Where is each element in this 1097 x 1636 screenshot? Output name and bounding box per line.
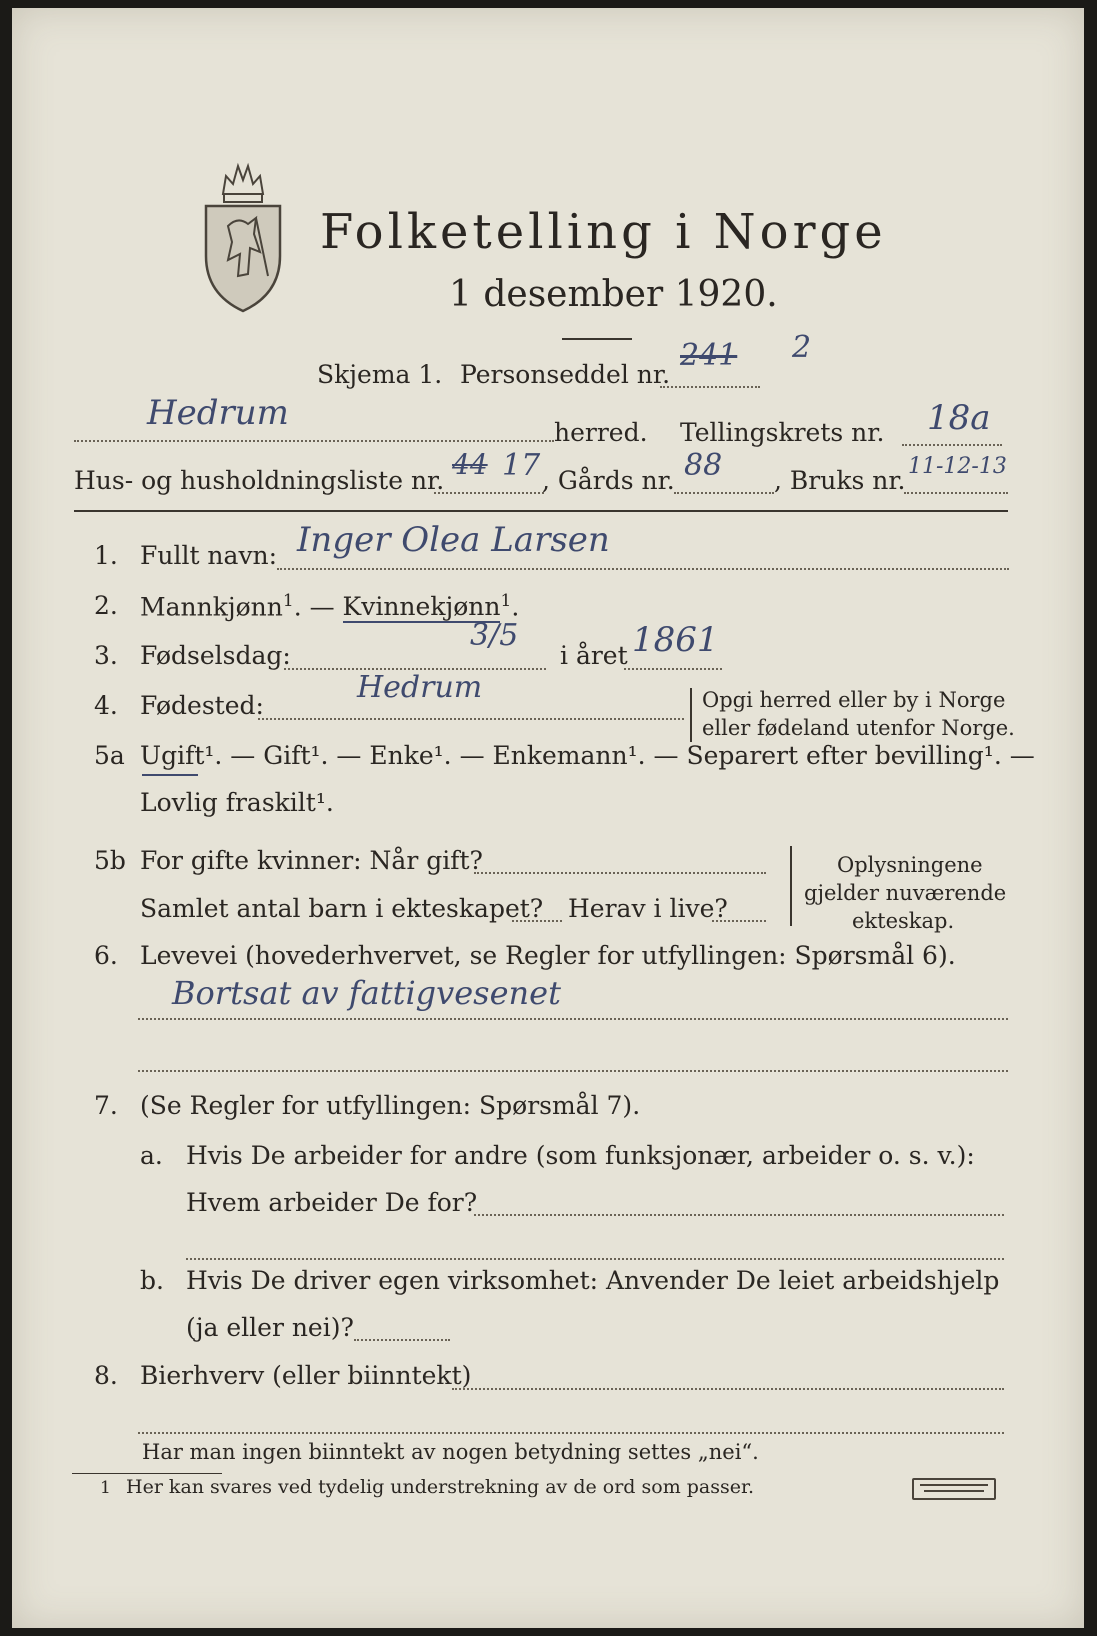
q8-line-2 [138,1432,1004,1434]
q7a-line-2: Hvem arbeider De for? [186,1188,478,1217]
hus-label: Hus- og husholdningsliste nr. [74,466,445,495]
q3-label: Fødselsdag: [140,641,291,670]
q5b-alive-line [712,920,766,922]
q8-note: Har man ingen biinntekt av nogen betydning settes „nei“. [142,1440,759,1464]
q5b-children-line [512,920,562,922]
q5b-note-3: ekteskap. [852,909,955,933]
q3-number: 3. [94,641,118,670]
q1-full-name: Inger Olea Larsen [297,520,610,560]
herred-value: Hedrum [147,393,289,433]
q7a-line-1: Hvis De arbeider for andre (som funksjonær, arbeider o. s. v.): [186,1141,975,1170]
skjema-label: Skjema 1. [317,360,443,389]
q4-birthplace: Hedrum [357,670,483,705]
header-rule [74,510,1008,512]
bruks-value: 11-12-13 [908,454,1007,479]
q7-label: (Se Regler for utfyllingen: Spørsmål 7). [140,1091,641,1120]
q6-line-2 [138,1070,1008,1072]
hus-struck: 44 [452,448,488,481]
q7a-employer-line [474,1214,1004,1216]
q5b-alive: Herav i live? [568,894,728,923]
q6-label: Levevei (hovederhvervet, se Regler for utfyllingen: Spørsmål 6). [140,941,956,970]
tellingskrets-line [902,444,1002,446]
q6-number: 6. [94,941,118,970]
q1-number: 1. [94,541,118,570]
q4-label: Fødested: [140,691,264,720]
form-title: Folketelling i Norge [320,204,887,260]
q2-mann: Mannkjønn [140,592,283,622]
q7-number: 7. [94,1091,118,1120]
q8-line-1 [452,1388,1004,1390]
q5b-note-1: Oplysningene [837,853,983,877]
q5b-married-line [474,872,766,874]
q5b-number: 5b [94,846,126,875]
q4-line [258,718,684,720]
personseddel-line [660,386,760,388]
bruks-line [904,492,1008,494]
q2-number: 2. [94,591,118,620]
tellingskrets-label: Tellingskrets nr. [680,418,885,447]
q6-line-1 [138,1018,1008,1020]
gards-label: , Gårds nr. [542,466,675,495]
gards-value: 88 [684,448,723,483]
hus-line [434,492,544,494]
q5a-line-1: Ugift¹. — Gift¹. — Enke¹. — Enkemann¹. — Separert efter bevilling¹. — [140,741,1035,770]
q4-note-1: Opgi herred eller by i Norge [702,688,1006,712]
q6-occupation: Bortsat av fattigvesenet [172,974,561,1012]
herred-label: herred. [554,418,648,447]
q7b-line-2: (ja eller nei)? [186,1313,354,1342]
q5a-number: 5a [94,741,125,770]
personseddel-value: 2 [792,330,812,365]
q3-birthday: 3/5 [470,618,519,653]
personseddel-struck: 241 [680,338,738,373]
q3-year-line [624,668,722,670]
footnote-mark: 1 [100,1478,111,1498]
hus-value: 17 [502,448,541,483]
norway-coat-of-arms-icon [198,156,288,316]
q5b-note-2: gjelder nuværende [804,881,1007,905]
q8-label: Bierhverv (eller biinntekt) [140,1361,472,1390]
q5b-brace [790,846,792,926]
q7a-number: a. [140,1141,163,1170]
q5a-line-2: Lovlig fraskilt¹. [140,788,334,817]
tellingskrets-value: 18a [927,398,991,438]
form-date: 1 desember 1920. [449,274,778,315]
q5b-children: Samlet antal barn i ekteskapet? [140,894,544,923]
q1-label: Fullt navn: [140,541,278,570]
footnote-text: Her kan svares ved tydelig understrekning av de ord som passer. [126,1476,755,1498]
gards-line [674,492,774,494]
q7b-number: b. [140,1266,164,1295]
printer-stamp-icon [912,1478,996,1500]
q7b-line [354,1339,450,1341]
q8-number: 8. [94,1361,118,1390]
q3-year: 1861 [632,620,719,660]
q5b-married-when: For gifte kvinner: Når gift? [140,846,483,875]
personseddel-label: Personseddel nr. [460,360,671,389]
q4-note-2: eller fødeland utenfor Norge. [702,716,1015,740]
q7a-extra-line [186,1258,1004,1260]
q5a-ugift-underline [142,774,198,776]
title-divider [562,338,632,340]
q3-aret-label: i året [560,641,628,670]
q2-options: Mannkjønn$^1$. — Kvinnekjønn$^1$. [140,591,520,622]
q2-kvinne-underlined: Kvinnekjønn [342,592,501,622]
herred-line [74,440,554,442]
q4-number: 4. [94,691,118,720]
q1-line [277,568,1009,570]
census-form-page [12,8,1084,1628]
q7b-line-1: Hvis De driver egen virksomhet: Anvender De leiet arbeidshjelp [186,1266,1000,1295]
footnote-rule [72,1473,222,1474]
bruks-label: , Bruks nr. [774,466,906,495]
q4-brace [690,688,692,742]
